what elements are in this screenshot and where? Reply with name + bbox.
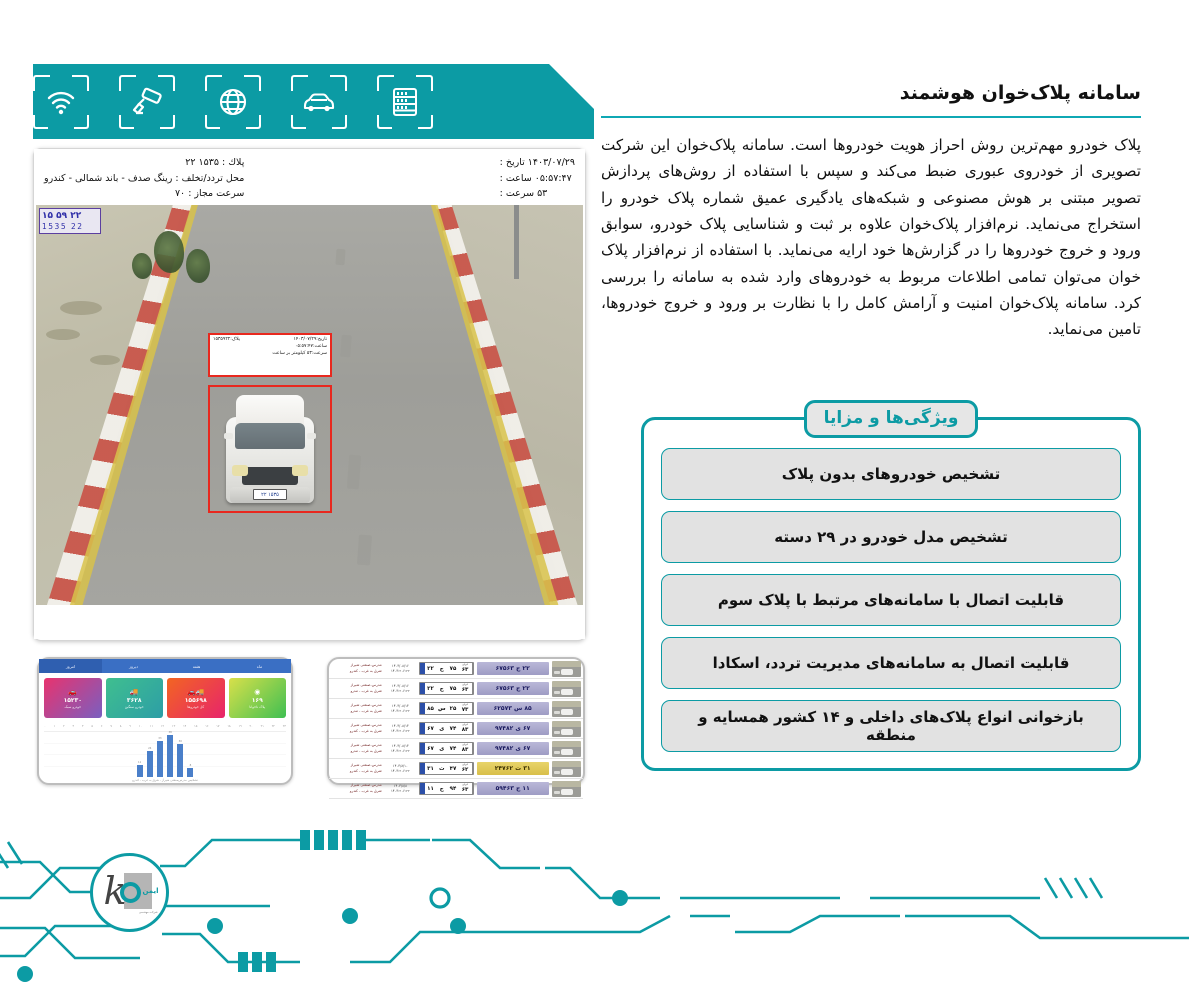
plate-blue-strip (420, 763, 425, 774)
capture-date: ۱۴۰۳/۰۷/۲۹ تاریخ : (499, 157, 575, 168)
capture-photo-card (33, 148, 586, 641)
capture-meta-right (44, 155, 244, 205)
record-timestamp: ۱۴۰۳/۰۸/۱۳ ۱۴۰۳:۲۰۶:۲۲ (390, 703, 410, 713)
features-badge-wrap (641, 400, 1141, 438)
chart-tick-15: ۱۵ (194, 724, 198, 728)
vehicle-detection-box (208, 385, 332, 513)
plate-number: ۹۴ (449, 785, 457, 792)
chart-tick-12: ۱۲ (160, 724, 165, 728)
plate-region-box: ایران ۸۳ (459, 723, 473, 734)
stat-card-total-vehicles[interactable] (167, 678, 225, 718)
chart-bar-value-12: 38 (168, 731, 172, 735)
record-plate-image: ۲۲ ج ۶۷۵۶۳ (477, 662, 549, 675)
chart-tick-0: ۰ (44, 724, 46, 728)
chart-tick-9: ۹ (129, 724, 131, 728)
capture-location: محل تردد/تخلف : رینگ صدف - باند شمالی - کندرو (44, 172, 245, 184)
table-row[interactable] (329, 759, 583, 779)
plate-letter: ی (439, 725, 445, 732)
truck-icon: 🚚 (129, 687, 139, 696)
chart-bar-12 (167, 731, 173, 777)
record-plate-image: ۸۵ س ۶۲۵۷۳ (477, 702, 549, 715)
capture-time: ۰۵:۵۷:۴۷ ساعت : (499, 172, 572, 184)
plate-readout-overlay (39, 208, 101, 234)
stat-card-light-vehicles[interactable] (44, 678, 102, 718)
stat-value-2: ۱۵۵۶۹۸ (184, 696, 207, 704)
feature-item-2[interactable]: قابلیت اتصال با سامانه‌های مرتبط با پلاک سوم (661, 574, 1121, 626)
plate-number: ۲۵ (449, 705, 457, 712)
record-timestamp: ۱۴۰۳/۰۸/۱۳ ۱۴۰۳:۲۰۶:۲۲ (390, 743, 410, 753)
record-parsed-plate (419, 782, 474, 795)
record-plate-image: ۳۱ ت ۲۴۷۶۲ (477, 762, 549, 775)
chart-bar-14 (187, 764, 193, 777)
plate-number: ۷۵ (449, 685, 457, 692)
record-location: مدرس-صنعتی شیراز شرق به غرب - کندرو (349, 663, 382, 673)
chart-tick-2: ۲ (63, 724, 65, 728)
plate-blue-strip (420, 783, 425, 794)
chart-tick-7: ۷ (110, 724, 112, 728)
feature-item-4[interactable]: بازخوانی انواع پلاک‌های داخلی و ۱۴ کشور همسایه و منطقه (661, 700, 1121, 752)
overlay-plate: پلاک:۱۵۳۵۹۲۲ (213, 337, 240, 342)
chart-tick-11: ۱۱ (149, 724, 154, 728)
logo-ring (120, 882, 141, 903)
plate-letter: ی (439, 745, 445, 752)
dashboard-tab-0[interactable]: امروز (39, 659, 102, 673)
chart-tick-4: ۴ (81, 724, 84, 728)
plate-letter: س (437, 705, 446, 712)
chart-tick-23: ۲۳ (282, 724, 286, 728)
plate-blue-strip (420, 683, 425, 694)
road-camera-image (36, 205, 583, 605)
dashboard-screenshot (37, 657, 293, 785)
plate-number: ۷۴ (449, 725, 457, 732)
record-thumbnail (552, 741, 581, 757)
records-table (329, 659, 583, 799)
chart-tick-13: ۱۳ (171, 724, 176, 728)
logo-mark (101, 868, 159, 915)
chart-tick-21: ۲۱ (260, 724, 264, 728)
record-plate-image: ۱۱ ج ۵۹۴۶۳ (477, 782, 549, 795)
plate-readout-line2: 1535 22 (42, 222, 84, 231)
footer-circuit-graphic (0, 806, 1189, 991)
chart-tick-8: ۸ (119, 724, 122, 728)
table-row[interactable] (329, 679, 583, 699)
chart-tick-17: ۱۷ (216, 724, 220, 728)
dashboard-tab-3[interactable]: ماه (256, 663, 263, 669)
chart-tick-1: ۱ (53, 724, 56, 728)
features-section (641, 400, 1141, 771)
wifi-icon (33, 75, 89, 129)
plate-letter: ت (438, 765, 445, 772)
record-parsed-plate (419, 722, 474, 735)
record-parsed-plate (419, 662, 474, 675)
plate-region-box: ایران ۶۳ (459, 663, 473, 674)
feature-item-3[interactable]: قابلیت اتصال به سامانه‌های مدیریت تردد، اسکادا (661, 637, 1121, 689)
stat-label-1: خودرو سنگین (124, 704, 144, 709)
record-timestamp: ۱۴۰۳/۸/۱۰ ۱۴۰۳:۲۰۶:۲۲ (390, 763, 410, 773)
plate-prefix: ۶۷ (427, 725, 434, 732)
record-timestamp: ۱۴۰۳/۰۸/۱۶ ۱۴۰۳:۲۰۶:۲۲ (390, 663, 410, 673)
capture-speed-limit: سرعت مجاز : ۷۰ (174, 188, 245, 200)
stat-value-0: ۱۵۲۳۰ (63, 696, 82, 704)
plate-prefix: ۳۱ (427, 765, 434, 772)
chart-bar-value-10: 24 (148, 746, 152, 750)
chart-plot-area (44, 731, 286, 777)
logo-subtitle: شرکت مهندسی (138, 910, 158, 915)
overlay-date: تاریخ:۱۴۰۳/۰۷/۲۹ (293, 337, 327, 342)
plate-region-box: ایران ۶۳ (459, 683, 473, 694)
chart-tick-10: ۱۰ (138, 724, 142, 728)
detected-vehicle (222, 393, 318, 509)
record-thumbnail (552, 661, 581, 677)
plate-blue-strip (420, 743, 425, 754)
record-parsed-plate (419, 762, 474, 775)
record-thumbnail (552, 681, 581, 697)
article-column (601, 80, 1141, 342)
chart-tick-18: ۱۸ (227, 724, 231, 728)
logo-brand-text: ایمن (142, 886, 159, 895)
dashboard-tab-2[interactable]: هفته (192, 663, 201, 669)
plate-prefix: ۶۷ (427, 745, 434, 752)
record-plate-image: ۶۷ ی ۹۷۴۸۲ (477, 742, 549, 755)
cctv-camera-icon (119, 75, 175, 129)
car-icon: 🚗 (68, 687, 78, 696)
plate-prefix: ۱۱ (427, 785, 434, 792)
plate-blue-strip (420, 703, 425, 714)
feature-item-0[interactable]: تشخیص خودروهای بدون پلاک (661, 448, 1121, 500)
page-title: سامانه پلاک‌خوان هوشمند (899, 82, 1141, 104)
record-timestamp: ۱۴۰۳/۰۸/۱۳ ۱۴۰۳:۲۰۶:۲۲ (390, 723, 410, 733)
record-parsed-plate (419, 742, 474, 755)
chart-bar-11 (157, 736, 163, 777)
record-location: مدرس-صنعتی شیراز شرق به غرب - کندرو (349, 783, 382, 793)
plate-number: ۷۵ (449, 665, 457, 672)
plate-number: ۴۷ (449, 765, 457, 772)
icon-bar (33, 64, 594, 139)
plate-readout-line1: ۱۵ ۵۹ ۲۲ (42, 211, 82, 221)
record-location: مدرس-صنعتی شیراز شرق به غرب - تندرو (350, 703, 382, 713)
record-location: مدرس-صنعتی شیراز شرق به غرب - کندرو (349, 763, 382, 773)
detection-info-overlay (208, 333, 332, 377)
record-thumbnail (552, 721, 581, 737)
stat-label-2: کل خودروها (187, 704, 205, 709)
title-divider (601, 116, 1141, 119)
plate-region-box: ایران ۶۳ (459, 783, 473, 794)
overlay-speed: سرعت:۵۳ کیلومتر بر ساعت (272, 350, 327, 356)
stat-label-3: پلاک ناخوانا (249, 704, 266, 709)
table-row[interactable] (329, 719, 583, 739)
features-badge: ویژگی‌ها و مزایا (804, 400, 979, 438)
plate-letter: ج (439, 785, 444, 792)
stat-card-heavy-vehicles[interactable] (106, 678, 164, 718)
chart-tick-19: ۱۹ (238, 724, 242, 728)
stat-card-unreadable-plates[interactable] (229, 678, 287, 718)
circuit-lines (0, 806, 1189, 991)
vehicle-plate-text: ۱۵۳۵ ۲۲ (253, 489, 287, 500)
capture-meta-left (500, 155, 575, 205)
record-thumbnail (552, 701, 581, 717)
dashboard-stat-row (39, 673, 291, 722)
chart-caption: تشخیص مدرس‌صنعتی شیراز - شرق به غرب - کندرو (132, 778, 198, 782)
chart-bar-value-14: 8 (189, 764, 192, 768)
plate-region-box: ایران ۸۳ (459, 743, 473, 754)
record-location: مدرس-صنعتی شیراز شرق به غرب - کندرو (349, 723, 382, 733)
stat-value-3: ۱۶۹ (251, 696, 263, 704)
chart-x-ticks (44, 724, 286, 731)
plate-letter: ج (439, 665, 444, 672)
record-location: مدرس-صنعتی شیراز شرق به غرب - تندرو (350, 683, 382, 693)
chart-bar-13 (177, 740, 183, 777)
table-row[interactable] (329, 739, 583, 759)
feature-item-1[interactable]: تشخیص مدل خودرو در ۲۹ دسته (661, 511, 1121, 563)
plate-letter: ج (439, 685, 444, 692)
plate-blue-strip (420, 663, 425, 674)
capture-plate: پلاك : ۱۵۳۵ ۲۲ (185, 157, 245, 168)
features-list (641, 417, 1141, 771)
plate-number: ۷۴ (449, 745, 457, 752)
plate-prefix: ۸۵ (427, 705, 434, 712)
chart-tick-3: ۳ (72, 724, 75, 728)
photo-card-footer (34, 605, 585, 639)
car-icon (291, 75, 347, 129)
company-logo (90, 853, 169, 932)
chart-bar-value-9: 11 (137, 760, 142, 764)
chart-tick-20: ۲۰ (249, 724, 253, 728)
record-timestamp: ۱۴۰۳/۸/۸ ۱۴۰۳:۲۰۶:۲۲ (390, 783, 410, 793)
chart-tick-16: ۱۶ (205, 724, 209, 728)
table-row[interactable] (329, 779, 583, 799)
chart-bar-10 (147, 746, 153, 777)
capture-metadata (34, 149, 585, 205)
chart-bar-value-13: 30 (178, 740, 182, 743)
plate-region-box: ایران ۷۳ (459, 703, 473, 714)
chart-bar-9 (137, 760, 143, 777)
plate-records-screenshot (327, 657, 585, 793)
record-plate-image: ۲۲ ج ۶۷۵۶۳ (477, 682, 549, 695)
record-thumbnail (552, 781, 581, 797)
stat-value-1: ۳۶۲۸ (126, 696, 142, 704)
record-location: مدرس-صنعتی شیراز شرق به غرب - تندرو (350, 743, 382, 753)
chart-tick-22: ۲۲ (271, 724, 275, 728)
table-row[interactable] (329, 659, 583, 679)
chart-tick-5: ۵ (91, 724, 94, 728)
server-rack-icon (377, 75, 433, 129)
globe-icon (205, 75, 261, 129)
record-parsed-plate (419, 702, 474, 715)
record-plate-image: ۶۷ ی ۹۷۴۸۲ (477, 722, 549, 735)
dashboard-tab-1[interactable]: دیروز (129, 663, 138, 669)
bus-icon: 🚚🚗 (187, 687, 205, 696)
overlay-time: ساعت:۰۵:۵۷:۴۷ (295, 343, 327, 349)
chart-bar-value-11: 33 (158, 736, 162, 740)
record-parsed-plate (419, 682, 474, 695)
chart-tick-6: ۶ (100, 724, 103, 728)
article-body: پلاک خودرو مهم‌ترین روش احراز هویت خودروها است. سامانه پلاک‌خوان این شرکت تصویری از خودروی عبوری ضبط می‌کند و سپس با استفاده از روش‌های پردازش تصویر مبتنی بر هوش مصنوعی و شبکه‌های یادگیری عمیق شماره پلاک خودرو را استخراج می‌نماید. نرم‌افزار پلاک‌خوان علاوه بر ثبت و شناسایی پلاک خودرو، سوابق ورود و خروج خودروها را در گزارش‌ها خود ارایه می‌نماید. با استفاده از نرم‌افزار پلاک خوان می‌توان تمامی اطلاعات مربوط به خودروهای وارد شده به سامانه را بررسی کرد. سامانه پلاک‌خوان امنیت و آرامش کامل را با نظارت بر ورود و خروج خودروها، تامین می‌نماید. (601, 136, 1141, 339)
table-row[interactable] (329, 699, 583, 719)
plate-region-box: ایران ۶۲ (459, 763, 473, 774)
help-icon: ◉ (254, 687, 261, 696)
stat-label-0: خودرو سبک (64, 704, 82, 709)
plate-blue-strip (420, 723, 425, 734)
hourly-bar-chart (44, 724, 286, 786)
plate-prefix: ۲۲ (427, 685, 434, 692)
chart-tick-14: ۱۴ (183, 724, 187, 728)
plate-prefix: ۲۲ (427, 665, 434, 672)
capture-speed: ۵۳ سرعت : (499, 188, 548, 200)
logo-letter: k (103, 868, 127, 913)
record-timestamp: ۱۴۰۳/۰۸/۱۶ ۱۴۰۳:۲۰۶:۲۲ (390, 683, 410, 693)
dashboard-tabbar (39, 659, 291, 673)
record-thumbnail (552, 761, 581, 777)
